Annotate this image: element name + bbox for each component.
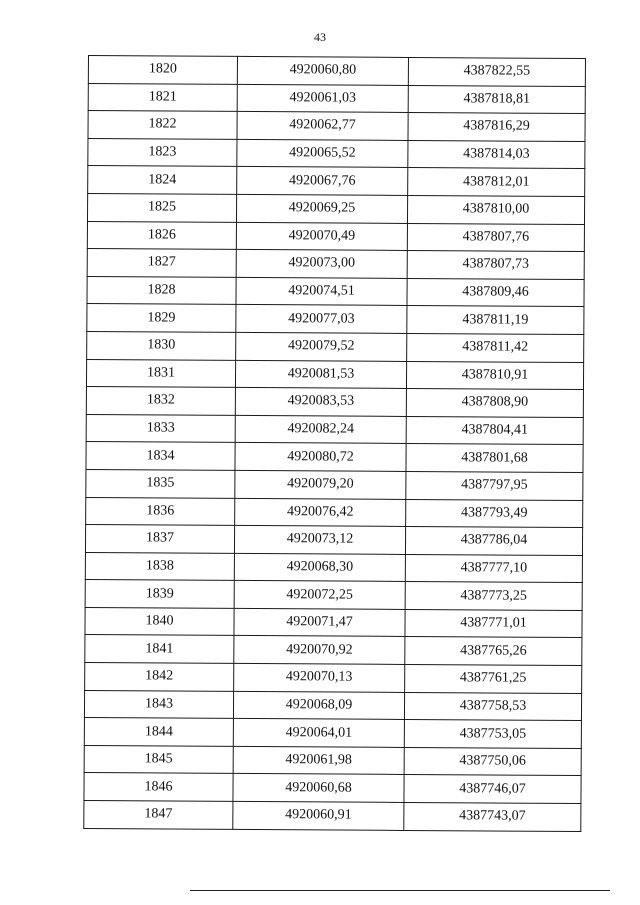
point-number-cell: 1842 <box>85 663 234 692</box>
x-coordinate-cell: 4920071,47 <box>234 608 405 637</box>
table-row <box>85 663 582 694</box>
table-row <box>84 690 581 721</box>
y-coordinate-cell: 4387797,95 <box>406 471 583 500</box>
table-row <box>88 138 585 169</box>
point-number-cell: 1837 <box>85 525 234 554</box>
y-coordinate-cell: 4387804,41 <box>406 416 583 445</box>
table-row <box>84 745 581 776</box>
point-number-cell: 1847 <box>84 801 233 830</box>
table-row <box>88 56 585 87</box>
x-coordinate-cell: 4920060,91 <box>233 801 404 830</box>
table-row <box>87 249 584 280</box>
x-coordinate-cell: 4920079,20 <box>235 470 406 499</box>
point-number-cell: 1831 <box>86 359 235 388</box>
table-row <box>85 580 582 611</box>
y-coordinate-cell: 4387822,55 <box>408 57 585 86</box>
x-coordinate-cell: 4920061,03 <box>237 84 408 113</box>
x-coordinate-cell: 4920064,01 <box>233 719 404 748</box>
x-coordinate-cell: 4920070,49 <box>236 222 407 251</box>
table-row <box>86 469 583 500</box>
y-coordinate-cell: 4387777,10 <box>405 554 582 583</box>
y-coordinate-cell: 4387810,00 <box>407 195 584 224</box>
table-row <box>85 525 582 556</box>
x-coordinate-cell: 4920073,00 <box>236 250 407 279</box>
y-coordinate-cell: 4387771,01 <box>405 609 582 638</box>
y-coordinate-cell: 4387809,46 <box>407 278 584 307</box>
table-row <box>86 359 583 390</box>
y-coordinate-cell: 4387750,06 <box>404 747 581 776</box>
x-coordinate-cell: 4920076,42 <box>235 498 406 527</box>
x-coordinate-cell: 4920062,77 <box>237 112 408 141</box>
x-coordinate-cell: 4920060,68 <box>233 774 404 803</box>
table-row <box>87 276 584 307</box>
coordinates-table <box>83 55 586 832</box>
y-coordinate-cell: 4387746,07 <box>404 775 581 804</box>
point-number-cell: 1825 <box>87 193 236 222</box>
y-coordinate-cell: 4387816,29 <box>408 113 585 142</box>
point-number-cell: 1841 <box>85 635 234 664</box>
x-coordinate-cell: 4920079,52 <box>236 332 407 361</box>
point-number-cell: 1829 <box>87 304 236 333</box>
y-coordinate-cell: 4387743,07 <box>404 802 581 831</box>
point-number-cell: 1835 <box>86 469 235 498</box>
y-coordinate-cell: 4387810,91 <box>406 361 583 390</box>
table-row <box>84 773 581 804</box>
y-coordinate-cell: 4387801,68 <box>406 444 583 473</box>
point-number-cell: 1828 <box>87 276 236 305</box>
x-coordinate-cell: 4920060,80 <box>237 56 408 85</box>
table-row <box>86 497 583 528</box>
x-coordinate-cell: 4920068,30 <box>234 553 405 582</box>
x-coordinate-cell: 4920065,52 <box>237 139 408 168</box>
x-coordinate-cell: 4920070,13 <box>234 663 405 692</box>
table-row <box>84 801 581 832</box>
point-number-cell: 1823 <box>88 138 237 167</box>
y-coordinate-cell: 4387814,03 <box>408 140 585 169</box>
point-number-cell: 1840 <box>85 607 234 636</box>
x-coordinate-cell: 4920083,53 <box>235 388 406 417</box>
table-row <box>86 387 583 418</box>
y-coordinate-cell: 4387753,05 <box>404 720 581 749</box>
table-row <box>88 111 585 142</box>
point-number-cell: 1820 <box>88 56 237 85</box>
point-number-cell: 1839 <box>85 580 234 609</box>
x-coordinate-cell: 4920082,24 <box>235 415 406 444</box>
x-coordinate-cell: 4920070,92 <box>234 636 405 665</box>
y-coordinate-cell: 4387808,90 <box>406 389 583 418</box>
table-row <box>88 83 585 114</box>
y-coordinate-cell: 4387811,19 <box>407 306 584 335</box>
x-coordinate-cell: 4920069,25 <box>236 194 407 223</box>
y-coordinate-cell: 4387793,49 <box>406 499 583 528</box>
table-row <box>87 304 584 335</box>
y-coordinate-cell: 4387786,04 <box>405 527 582 556</box>
x-coordinate-cell: 4920072,25 <box>234 581 405 610</box>
point-number-cell: 1846 <box>84 773 233 802</box>
table-row <box>87 221 584 252</box>
y-coordinate-cell: 4387761,25 <box>405 665 582 694</box>
table-row <box>88 166 585 197</box>
y-coordinate-cell: 4387811,42 <box>407 333 584 362</box>
point-number-cell: 1822 <box>88 111 237 140</box>
table-row <box>86 442 583 473</box>
table-row <box>85 607 582 638</box>
x-coordinate-cell: 4920067,76 <box>237 167 408 196</box>
x-coordinate-cell: 4920080,72 <box>235 443 406 472</box>
table-row <box>85 552 582 583</box>
table-row <box>85 635 582 666</box>
x-coordinate-cell: 4920068,09 <box>233 691 404 720</box>
y-coordinate-cell: 4387818,81 <box>408 85 585 114</box>
y-coordinate-cell: 4387758,53 <box>404 692 581 721</box>
point-number-cell: 1836 <box>86 497 235 526</box>
point-number-cell: 1821 <box>88 83 237 112</box>
point-number-cell: 1843 <box>84 690 233 719</box>
point-number-cell: 1830 <box>87 331 236 360</box>
y-coordinate-cell: 4387773,25 <box>405 582 582 611</box>
point-number-cell: 1845 <box>84 745 233 774</box>
table-row <box>86 414 583 445</box>
point-number-cell: 1834 <box>86 442 235 471</box>
x-coordinate-cell: 4920074,51 <box>236 277 407 306</box>
point-number-cell: 1833 <box>86 414 235 443</box>
x-coordinate-cell: 4920061,98 <box>233 746 404 775</box>
x-coordinate-cell: 4920073,12 <box>234 525 405 554</box>
table-row <box>87 331 584 362</box>
x-coordinate-cell: 4920077,03 <box>236 305 407 334</box>
coordinates-table-body <box>84 56 586 832</box>
point-number-cell: 1844 <box>84 718 233 747</box>
point-number-cell: 1838 <box>85 552 234 581</box>
y-coordinate-cell: 4387807,76 <box>407 223 584 252</box>
point-number-cell: 1826 <box>87 221 236 250</box>
bottom-rule <box>190 890 610 891</box>
x-coordinate-cell: 4920081,53 <box>235 360 406 389</box>
point-number-cell: 1827 <box>87 249 236 278</box>
y-coordinate-cell: 4387765,26 <box>405 637 582 666</box>
table-row <box>84 718 581 749</box>
y-coordinate-cell: 4387807,73 <box>407 251 584 280</box>
table-row <box>87 193 584 224</box>
y-coordinate-cell: 4387812,01 <box>408 168 585 197</box>
point-number-cell: 1832 <box>86 387 235 416</box>
page-number: 43 <box>314 30 326 44</box>
point-number-cell: 1824 <box>88 166 237 195</box>
